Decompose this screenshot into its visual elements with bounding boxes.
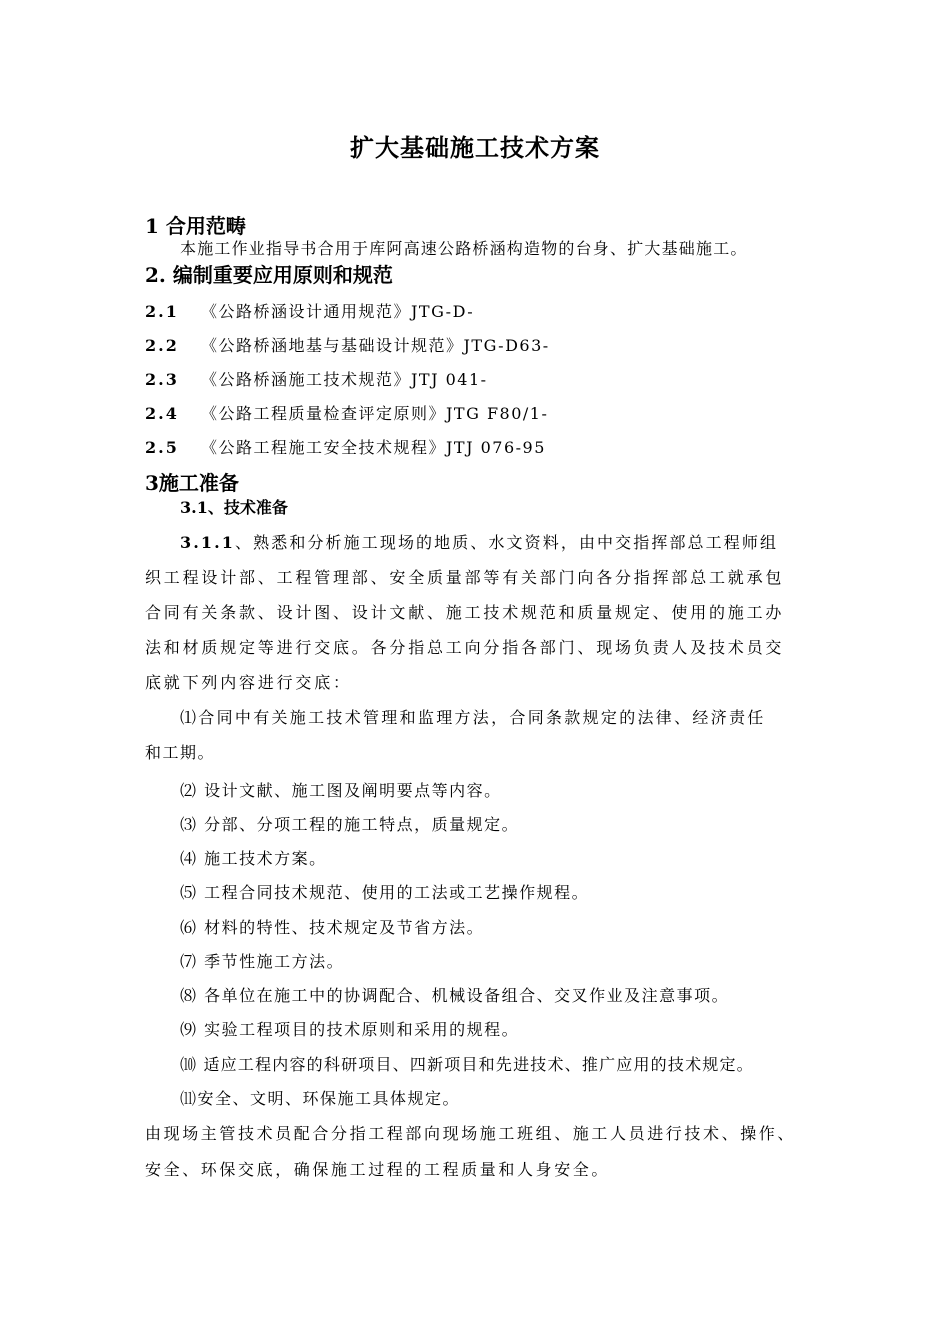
reference-number: 2.3 bbox=[145, 370, 179, 389]
list-item: ⑷ 施工技术方案。 bbox=[180, 849, 327, 868]
list-item-continuation: 和工期。 bbox=[145, 743, 216, 762]
reference-item bbox=[145, 406, 548, 422]
section-3-1-heading: 3.1、技术准备 bbox=[180, 498, 288, 517]
list-item: ⑶ 分部、分项工程的施工特点，质量规定。 bbox=[180, 815, 520, 834]
reference-number: 2.5 bbox=[145, 438, 179, 457]
paragraph-line: 底就下列内容进行交底： bbox=[145, 673, 352, 692]
list-item: ⑻ 各单位在施工中的协调配合、机械设备组合、交叉作业及注意事项。 bbox=[180, 986, 730, 1005]
section-2-heading: 2. 编制重要应用原则和规范 bbox=[145, 263, 393, 287]
paragraph-line: 织工程设计部、工程管理部、安全质量部等有关部门向各分指挥部总工就承包 bbox=[145, 568, 785, 587]
reference-number: 2.4 bbox=[145, 404, 179, 423]
section-1-text: 本施工作业指导书合用于库阿高速公路桥涵构造物的台身、扩大基础施工。 bbox=[180, 239, 748, 258]
list-item: ⑽ 适应工程内容的科研项目、四新项目和先进技术、推广应用的技术规定。 bbox=[180, 1055, 754, 1074]
list-item: ⑸ 工程合同技术规范、使用的工法或工艺操作规程。 bbox=[180, 883, 590, 902]
paragraph-line: 法和材质规定等进行交底。各分指总工向分指各部门、现场负责人及技术员交 bbox=[145, 638, 785, 657]
list-item: ⑾安全、文明、环保施工具体规定。 bbox=[180, 1089, 461, 1108]
document-title: 扩大基础施工技术方案 bbox=[350, 133, 600, 162]
reference-text: 《公路工程质量检查评定原则》JTG F80/1- bbox=[201, 404, 549, 423]
reference-text: 《公路桥涵施工技术规范》JTJ 041- bbox=[201, 370, 488, 389]
list-item: ⑺ 季节性施工方法。 bbox=[180, 952, 345, 971]
paragraph-line: 合同有关条款、设计图、设计文献、施工技术规范和质量规定、使用的施工办 bbox=[145, 603, 785, 622]
reference-text: 《公路桥涵地基与基础设计规范》JTG-D63- bbox=[201, 336, 550, 355]
list-item: ⑹ 材料的特性、技术规定及节省方法。 bbox=[180, 918, 485, 937]
paragraph-line bbox=[180, 535, 778, 551]
list-item: ⑵ 设计文献、施工图及阐明要点等内容。 bbox=[180, 781, 502, 800]
reference-item bbox=[145, 372, 488, 388]
section-3-heading: 3施工准备 bbox=[145, 471, 239, 495]
section-1-heading: 1 合用范畴 bbox=[145, 214, 246, 238]
list-item: ⑴合同中有关施工技术管理和监理方法，合同条款规定的法律、经济责任 bbox=[180, 708, 766, 727]
paragraph-number: 3.1.1 bbox=[180, 533, 236, 552]
paragraph-line-text: 、熟悉和分析施工现场的地质、水文资料，由中交指挥部总工程师组 bbox=[235, 533, 779, 552]
reference-item bbox=[145, 440, 546, 456]
reference-text: 《公路桥涵设计通用规范》JTG-D- bbox=[201, 302, 475, 321]
closing-line: 由现场主管技术员配合分指工程部向现场施工班组、施工人员进行技术、操作、 bbox=[145, 1124, 797, 1143]
reference-item bbox=[145, 304, 474, 320]
list-item: ⑼ 实验工程项目的技术原则和采用的规程。 bbox=[180, 1020, 520, 1039]
closing-line: 安全、环保交底，确保施工过程的工程质量和人身安全。 bbox=[145, 1160, 611, 1179]
reference-number: 2.1 bbox=[145, 302, 179, 321]
reference-item bbox=[145, 338, 550, 354]
reference-text: 《公路工程施工安全技术规程》JTJ 076-95 bbox=[201, 438, 546, 457]
reference-number: 2.2 bbox=[145, 336, 179, 355]
